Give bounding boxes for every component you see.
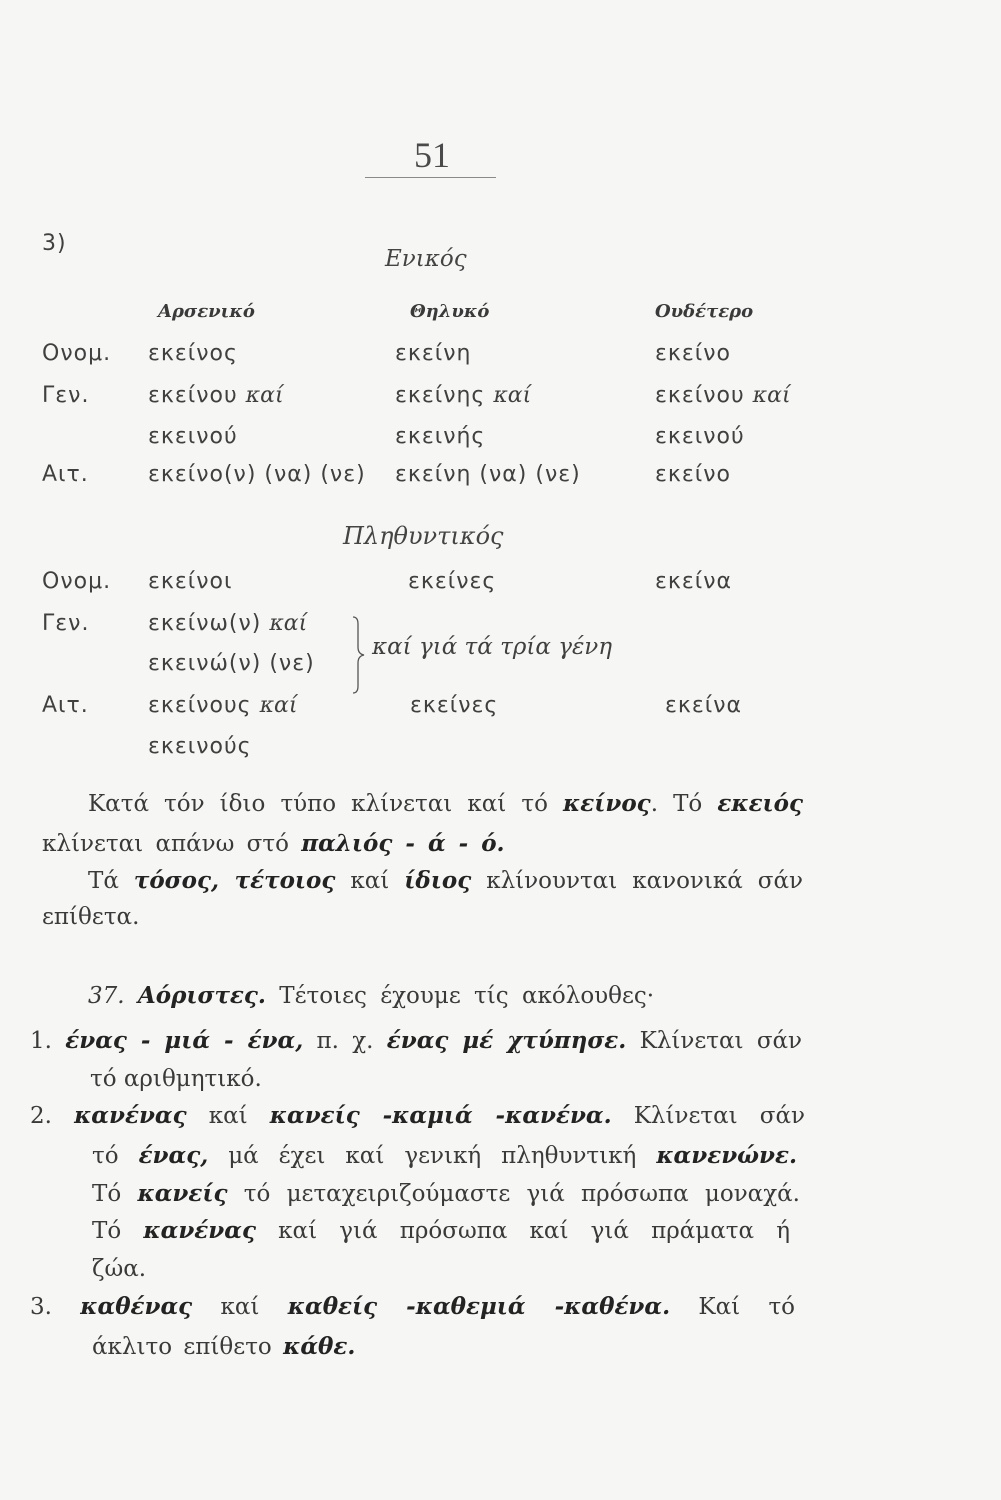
- section-intro: Τέτοιες έχουμε τίς ακόλουθες·: [279, 983, 655, 1009]
- all-genders-note: καί γιά τά τρία γένη: [372, 634, 613, 660]
- plural-nominative-neuter: εκείνα: [655, 569, 732, 594]
- singular-accusative-feminine: εκείνη (να) (νε): [395, 462, 581, 487]
- text: Κλίνεται σάν: [633, 1103, 806, 1129]
- text: Κατά τόν ίδιο τύπο κλίνεται καί τό: [88, 791, 548, 817]
- feminine-header: Θηλυκό: [410, 301, 490, 322]
- conjunction: καί: [220, 1294, 260, 1320]
- singular-nominative-feminine: εκείνη: [395, 341, 472, 366]
- plural-accusative-masculine-alt: εκεινούς: [148, 734, 252, 759]
- form: εκείνου: [148, 383, 238, 408]
- form: εκείνου: [655, 383, 745, 408]
- plural-genitive-alt: εκεινώ(ν) (νε): [148, 651, 315, 676]
- item-1-line-2: τό αριθμητικό.: [90, 1066, 262, 1092]
- singular-genitive-neuter-alt: εκεινού: [655, 424, 745, 449]
- text: Τό: [92, 1181, 122, 1207]
- item-1-line-1: [30, 1026, 802, 1056]
- text: Κλίνεται σάν: [639, 1028, 803, 1054]
- item-2-line-5: ζώα.: [92, 1256, 147, 1282]
- item-number: 2.: [30, 1103, 52, 1129]
- conjunction: καί: [350, 868, 390, 894]
- page-number-rule: [365, 177, 496, 178]
- item-3-line-1: [30, 1292, 795, 1322]
- ref-kanenas: κανένας: [143, 1217, 256, 1244]
- singular-genitive-masculine-alt: εκεινού: [148, 424, 238, 449]
- conjunction: καί: [269, 611, 308, 636]
- form: εκείνης: [395, 383, 486, 408]
- page-number: 51: [414, 135, 450, 175]
- case-label-nominative: Ονομ.: [42, 569, 112, 594]
- item-forms: καθείς -καθεμιά -καθένα.: [287, 1293, 671, 1320]
- text: τό μεταχειριζούμαστε γιά πρόσωπα μοναχά.: [243, 1181, 800, 1207]
- term-idios: ίδιος: [404, 867, 472, 894]
- singular-genitive-neuter: [655, 381, 791, 411]
- text: τό: [92, 1143, 119, 1169]
- section-37-heading: [88, 981, 654, 1011]
- genitive-brace: [348, 614, 370, 696]
- plural-genitive-form: [148, 609, 307, 639]
- item-2-line-3: [92, 1179, 800, 1209]
- notes-line-2: [42, 829, 505, 859]
- text: άκλιτο επίθετο: [92, 1334, 272, 1360]
- singular-genitive-masculine: [148, 381, 284, 411]
- form-kathenas: καθένας: [80, 1293, 193, 1320]
- plural-nominative-feminine: εκείνες: [408, 569, 497, 594]
- section-title: Αόριστες.: [137, 982, 266, 1009]
- singular-accusative-masculine: εκείνο(ν) (να) (νε): [148, 462, 366, 487]
- plural-accusative-neuter: εκείνα: [665, 693, 742, 718]
- notes-line-1: [88, 789, 803, 819]
- text: κλίνουνται κανονικά σάν: [486, 868, 804, 894]
- case-label-nominative: Ονομ.: [42, 341, 112, 366]
- case-label-genitive: Γεν.: [42, 611, 90, 636]
- case-label-accusative: Αιτ.: [42, 462, 89, 487]
- singular-heading: Ενικός: [385, 246, 467, 272]
- term-palios: παλιός - ά - ό.: [301, 830, 505, 857]
- term-keinos: κείνος: [563, 790, 651, 817]
- ref-kaneis: κανείς: [137, 1180, 228, 1207]
- singular-genitive-feminine: [395, 381, 531, 411]
- plural-accusative-feminine: εκείνες: [410, 693, 499, 718]
- ref-enas: ένας,: [138, 1142, 209, 1169]
- neuter-header: Ουδέτερο: [655, 301, 754, 322]
- case-label-genitive: Γεν.: [42, 383, 90, 408]
- singular-accusative-neuter: εκείνο: [655, 462, 731, 487]
- conjunction: καί: [493, 383, 532, 408]
- form-kanenas: κανένας: [74, 1102, 187, 1129]
- conjunction: καί: [208, 1103, 248, 1129]
- conjunction: καί: [245, 383, 284, 408]
- plural-heading: Πληθυντικός: [343, 522, 504, 550]
- plural-nominative-masculine: εκείνοι: [148, 569, 233, 594]
- text: Καί τό: [698, 1294, 796, 1320]
- masculine-header: Αρσενικό: [158, 301, 255, 322]
- form: εκείνω(ν): [148, 611, 262, 636]
- conjunction: καί: [259, 693, 298, 718]
- item-forms: κανείς -καμιά -κανένα.: [269, 1102, 612, 1129]
- term-ekeios: εκειός: [717, 790, 804, 817]
- case-label-accusative: Αιτ.: [42, 693, 89, 718]
- item-3-line-2: [92, 1332, 355, 1362]
- item-2-line-4: [92, 1216, 790, 1246]
- singular-genitive-feminine-alt: εκεινής: [395, 424, 486, 449]
- subsection-label: 3): [42, 231, 67, 256]
- conjunction: καί: [752, 383, 791, 408]
- abbreviation: π. χ.: [316, 1028, 374, 1054]
- term-tosos-tetoios: τόσος, τέτοιος: [133, 867, 336, 894]
- item-number: 3.: [30, 1294, 52, 1320]
- genitive-plural: κανενώνε.: [656, 1142, 797, 1169]
- item-2-line-2: [92, 1141, 797, 1171]
- item-number: 1.: [30, 1028, 52, 1054]
- text: κλίνεται απάνω στό: [42, 831, 289, 857]
- singular-nominative-masculine: εκείνος: [148, 341, 238, 366]
- text: Τά: [88, 868, 119, 894]
- text: . Τό: [650, 791, 703, 817]
- notes-line-4: επίθετα.: [42, 904, 140, 930]
- section-number: 37.: [88, 983, 125, 1009]
- notes-line-3: [88, 866, 803, 896]
- plural-accusative-masculine: [148, 691, 298, 721]
- item-2-line-1: [30, 1101, 805, 1131]
- text: Τό: [92, 1218, 122, 1244]
- form: εκείνους: [148, 693, 252, 718]
- text: μά έχει καί γενική πληθυντική: [228, 1143, 637, 1169]
- indeclinable-adjective: κάθε.: [283, 1333, 356, 1360]
- item-forms: ένας - μιά - ένα,: [65, 1027, 304, 1054]
- singular-nominative-neuter: εκείνο: [655, 341, 731, 366]
- example: ένας μέ χτύπησε.: [386, 1027, 627, 1054]
- text: καί γιά πρόσωπα καί γιά πράματα ή: [278, 1218, 791, 1244]
